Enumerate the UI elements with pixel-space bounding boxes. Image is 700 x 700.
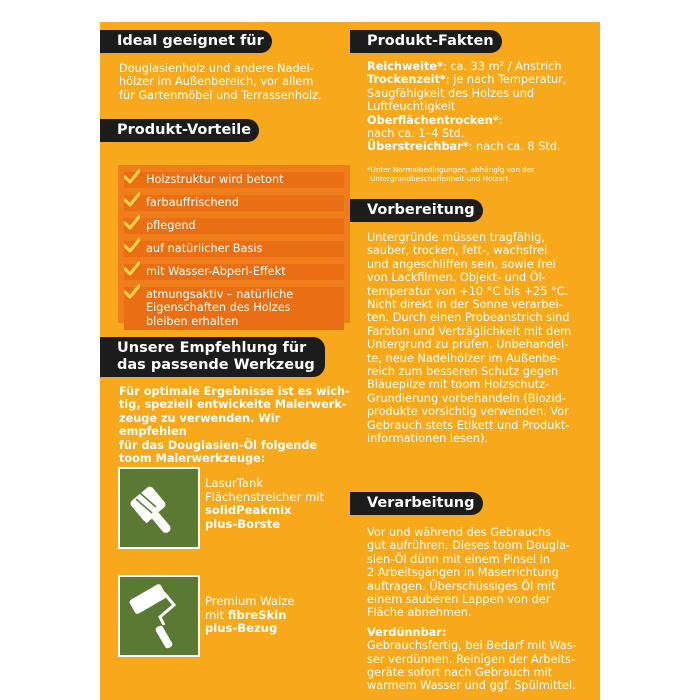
roller-icon bbox=[120, 577, 198, 655]
fact-row bbox=[367, 87, 566, 100]
text-line: auftragen. Überschüssiges Öl mit bbox=[367, 579, 556, 593]
fact-value: Saugfähigkeit des Holzes und bbox=[367, 86, 535, 100]
ideal-header bbox=[100, 30, 272, 53]
text-line: Farbton und Verträglichkeit mit dem bbox=[367, 324, 572, 338]
fact-row bbox=[367, 114, 566, 127]
text-line: gut aufrühren. Dieses toom Dougla- bbox=[367, 539, 571, 553]
ideal-title: Ideal geeignet für bbox=[117, 33, 264, 49]
text-line: Untergründe müssen tragfähig, bbox=[367, 231, 545, 244]
verduennbar-label: Verdünnbar: bbox=[367, 625, 447, 639]
text-line: 2 Arbeitsgängen in Maserrichtung bbox=[367, 566, 559, 580]
text-line: Nicht direkt in der Sonne verarbei- bbox=[367, 298, 563, 312]
checkmark-icon bbox=[124, 238, 140, 254]
vorteil-label bbox=[124, 287, 344, 330]
text-line: tig, speziell entwickelte Malerwerk- bbox=[119, 398, 347, 412]
empfehlung-header bbox=[100, 337, 325, 377]
text-line: Für optimale Ergebnisse ist es wich- bbox=[119, 385, 350, 398]
footnote-line: *Unter Normalbedingungen, abhängig von der bbox=[367, 165, 535, 174]
text-line: Untergrund zu prüfen. Unbehandel- bbox=[367, 338, 569, 352]
tool-line: Premium Walze bbox=[205, 594, 295, 608]
checkmark-icon bbox=[124, 169, 140, 185]
tool-line-bold: plus-Bezug bbox=[205, 621, 278, 636]
checkmark-icon bbox=[124, 192, 140, 208]
text-line: ser verdünnen. Reinigen der Arbeits- bbox=[367, 652, 576, 666]
text-line: informationen lesen). bbox=[367, 432, 488, 446]
text-line: Gebrauchsfertig, bei Bedarf mit Was- bbox=[367, 639, 577, 653]
text-line: Fläche abnehmen. bbox=[367, 606, 472, 620]
checkmark-icon bbox=[124, 284, 140, 300]
vorteil-item bbox=[124, 195, 344, 211]
text-line: Douglasienholz und andere Nadel- bbox=[119, 62, 314, 75]
text-line: hölzer im Außenbereich, vor allem bbox=[119, 75, 314, 89]
text-line: Gebrauch stets Etikett und Produkt- bbox=[367, 418, 570, 432]
fakten-header bbox=[350, 30, 502, 53]
text-line: Grundierung vorbehandeln (Biozid- bbox=[367, 391, 566, 405]
verarbeitung-text bbox=[367, 526, 577, 693]
roller-tool-text bbox=[205, 595, 295, 636]
fakten-title: Produkt-Fakten bbox=[367, 33, 494, 49]
fact-row bbox=[367, 127, 566, 140]
fact-key: Trockenzeit* bbox=[367, 73, 446, 87]
product-sheet bbox=[100, 22, 600, 700]
vorteil-label: farbauffrischend bbox=[124, 195, 344, 211]
text-line: warmem Wasser und ggf. Spülmittel. bbox=[367, 679, 576, 693]
text-line: zeuge zu verwenden. Wir empfehlen bbox=[119, 411, 281, 439]
text-line: produkte vorsichtig verwenden. Vor bbox=[367, 405, 569, 419]
fact-key: Reichweite* bbox=[367, 60, 443, 73]
fact-row bbox=[367, 100, 566, 113]
fakten-footnote bbox=[367, 165, 534, 183]
fact-row bbox=[367, 73, 566, 86]
vorteil-item bbox=[124, 172, 344, 188]
text-line: reich zum besseren Schutz gegen bbox=[367, 365, 559, 379]
brush-tool-box bbox=[118, 467, 200, 549]
vorteil-label: mit Wasser-Abperl-Effekt bbox=[124, 264, 344, 280]
fact-value: nach ca. 1–4 Std. bbox=[367, 127, 465, 141]
ideal-text bbox=[119, 62, 322, 102]
vorteile-band bbox=[118, 165, 350, 328]
checkmark-icon bbox=[124, 261, 140, 277]
vorteil-item bbox=[124, 264, 344, 280]
text-line: Bläuepilze mit toom Holzschutz- bbox=[367, 378, 550, 392]
fact-value: : ca. 33 m² / Anstrich bbox=[442, 60, 562, 73]
vorteil-label-line: bleiben erhalten bbox=[146, 314, 239, 328]
tool-line-bold: fibreSkin bbox=[227, 607, 287, 622]
vorteil-item bbox=[124, 218, 344, 234]
text-line: für das Douglasien-Öl folgende bbox=[119, 438, 318, 452]
vorteil-label: Holzstruktur wird betont bbox=[124, 172, 344, 188]
verarbeitung-header bbox=[350, 492, 483, 515]
fact-row bbox=[367, 60, 566, 73]
verarbeitung-title: Verarbeitung bbox=[367, 495, 475, 511]
vorbereitung-text bbox=[367, 231, 597, 446]
tool-line: LasurTank bbox=[205, 476, 264, 490]
vorbereitung-header bbox=[350, 199, 483, 222]
fact-value: : nach ca. 8 Std. bbox=[468, 140, 561, 154]
tool-line-prefix: mit bbox=[205, 607, 228, 622]
fact-key: Oberflächentrocken* bbox=[367, 113, 499, 127]
empfehlung-title-line: das passende Werkzeug bbox=[117, 357, 315, 373]
text-line: temperatur von +10 °C bis +25 °C. bbox=[367, 284, 569, 298]
vorteil-item bbox=[124, 287, 344, 330]
tool-line-bold: solidPeakmix bbox=[205, 503, 292, 518]
brush-icon bbox=[120, 469, 198, 547]
text-line: sien-Öl dünn mit einem Pinsel in bbox=[367, 552, 551, 566]
brush-tool-text bbox=[205, 477, 324, 531]
tool-line-bold: plus-Borste bbox=[205, 516, 281, 531]
fakten-list bbox=[367, 60, 566, 154]
vorteile-title: Produkt-Vorteile bbox=[117, 122, 252, 138]
text-line: von Lackfilmen. Objekt- und Öl- bbox=[367, 271, 546, 285]
text-line: Vor und während des Gebrauchs bbox=[367, 526, 552, 539]
text-line: sauber, trocken, fett-, wachsfrei bbox=[367, 244, 548, 258]
vorteil-label-line: Eigenschaften des Holzes bbox=[146, 301, 291, 315]
vorteil-item bbox=[124, 241, 344, 257]
fact-row bbox=[367, 140, 566, 153]
text-line: und angeschliffen sein, sowie frei bbox=[367, 257, 556, 271]
vorteile-header bbox=[100, 119, 259, 142]
roller-tool-box bbox=[118, 575, 200, 657]
text-line: für Gartenmöbel und Terrassenholz. bbox=[119, 88, 322, 102]
fact-value: : je nach Temperatur, bbox=[445, 73, 567, 87]
text-line: te, neue Nadelhölzer im Außenbe- bbox=[367, 351, 561, 365]
vorteil-label-line: atmungsaktiv – natürliche bbox=[146, 288, 294, 301]
fact-key: Überstreichbar* bbox=[367, 140, 469, 154]
text-line: geräte sofort nach Gebrauch mit bbox=[367, 666, 553, 680]
fact-value: : bbox=[498, 113, 503, 127]
text-line: ten. Durch einen Probeanstrich sind bbox=[367, 311, 570, 325]
tool-line bbox=[205, 609, 295, 623]
vorteil-label: pflegend bbox=[124, 218, 344, 234]
vorbereitung-title: Vorbereitung bbox=[367, 202, 475, 218]
fact-value: Luftfeuchtigkeit bbox=[367, 100, 456, 114]
vorteil-label: auf natürlicher Basis bbox=[124, 241, 344, 257]
checkmark-icon bbox=[124, 215, 140, 231]
empfehlung-text bbox=[119, 385, 350, 465]
footnote-line: Untergrundbeschaffenheit und Holzart. bbox=[370, 174, 511, 183]
right-column bbox=[350, 22, 600, 700]
text-line: einem sauberen Lappen von der bbox=[367, 593, 551, 607]
text-line: toom Malerwerkzeuge: bbox=[119, 452, 266, 466]
empfehlung-title-line: Unsere Empfehlung für bbox=[117, 340, 307, 356]
left-column bbox=[100, 22, 350, 700]
tool-line: Flächenstreicher mit bbox=[205, 489, 325, 504]
